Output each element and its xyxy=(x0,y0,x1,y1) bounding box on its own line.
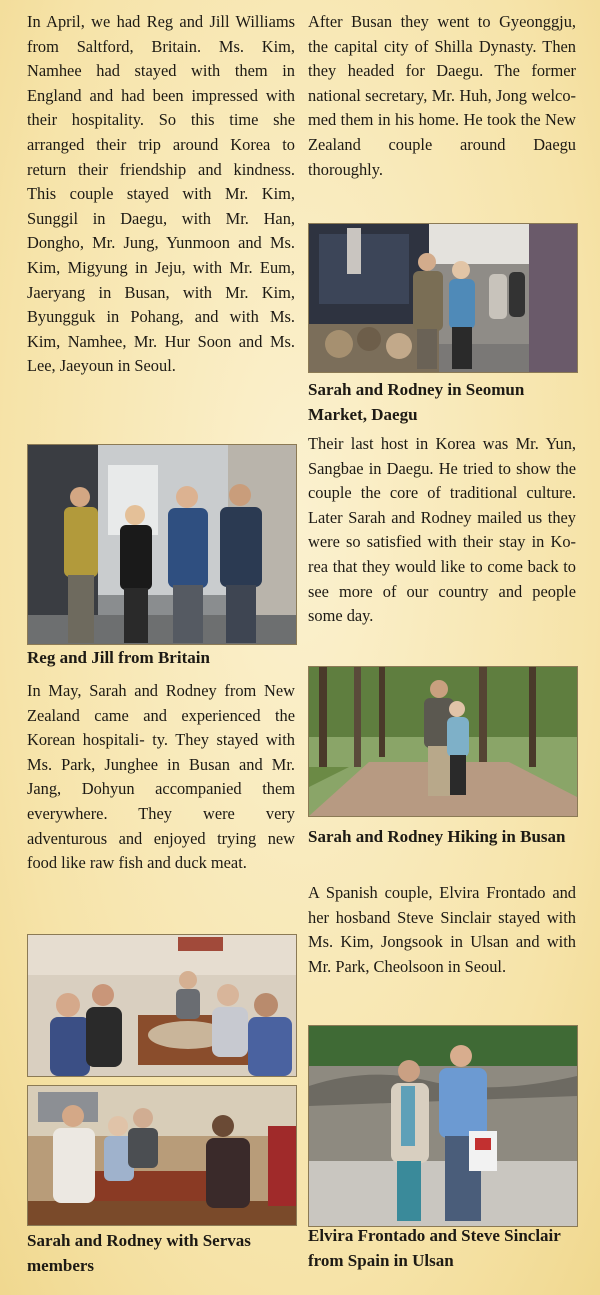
left-paragraph-april: In April, we had Reg and Jill Williams from Saltford, Britain. Ms. Kim, Namhee had stayed with them in England and had been impressed with their hospitality. So this time she arranged their trip around Korea to return their friendship and kindness. This couple stayed with Mr. Kim, Sunggil in Daegu, with Mr. Han, Dongho, Mr. Jung, Yunmoon and Ms. Kim, Migyung in Jeju, with Mr. Eum, Jaeryang in Busan, with Mr. Kim, Byungguk in Pohang, and with Ms. Kim, Namhee, Mr. Hur Soon and Ms. Lee, Jaeyoun in Seoul. xyxy=(27,12,295,376)
photo-spain-ulsan xyxy=(308,1025,578,1227)
caption-hiking-busan: Sarah and Rodney Hiking in Busan xyxy=(308,827,566,846)
photo-reg-and-jill xyxy=(27,444,297,645)
right-paragraph-last-host: Their last host in Korea was Mr. Yun, Sangbae in Daegu. He tried to show the couple the core of traditional culture. Later Sarah and Rodney mailed us they were so satisfied with their stay in Korea that they would like to come back to see more of our country and people some day. xyxy=(308,434,576,626)
photo-seomun-market xyxy=(308,223,578,373)
right-paragraph-gyeongju: After Busan they went to Gyeonggju, the capital city of Shilla Dynasty. Then they headed for Daegu. The former national secretary, Mr. Huh, Jong welcomed them in his home. He took the New Zealand couple around Daegu thoroughly. xyxy=(308,12,576,179)
right-paragraph-spanish-couple: A Spanish couple, Elvira Frontado and her hosband Steve Sinclair stayed with Ms. Kim, Jongsook in Ulsan and with Mr. Park, Cheolsoon in Seoul. xyxy=(308,883,576,976)
caption-reg-and-jill: Reg and Jill from Britain xyxy=(27,648,210,667)
caption-seomun-market: Sarah and Rodney in Seomun Market, Daegu xyxy=(308,380,525,424)
caption-servas-members: Sarah and Rodney with Servas members xyxy=(27,1231,251,1275)
caption-spain-ulsan: Elvira Frontado and Steve Sinclair from Spain in Ulsan xyxy=(308,1226,561,1270)
left-paragraph-may: In May, Sarah and Rodney from New Zealand came and experienced the Korean hospitali- ty. They stayed with Ms. Park, Junghee in Busan and Mr. Jang, Dohyun accompanied them everywhere. They were very adventurous and enjoyed trying new food like raw fish and duck meat. xyxy=(27,681,295,873)
photo-servas-members xyxy=(27,1085,297,1226)
photo-dinner-table xyxy=(27,934,297,1077)
photo-hiking-busan xyxy=(308,666,578,817)
